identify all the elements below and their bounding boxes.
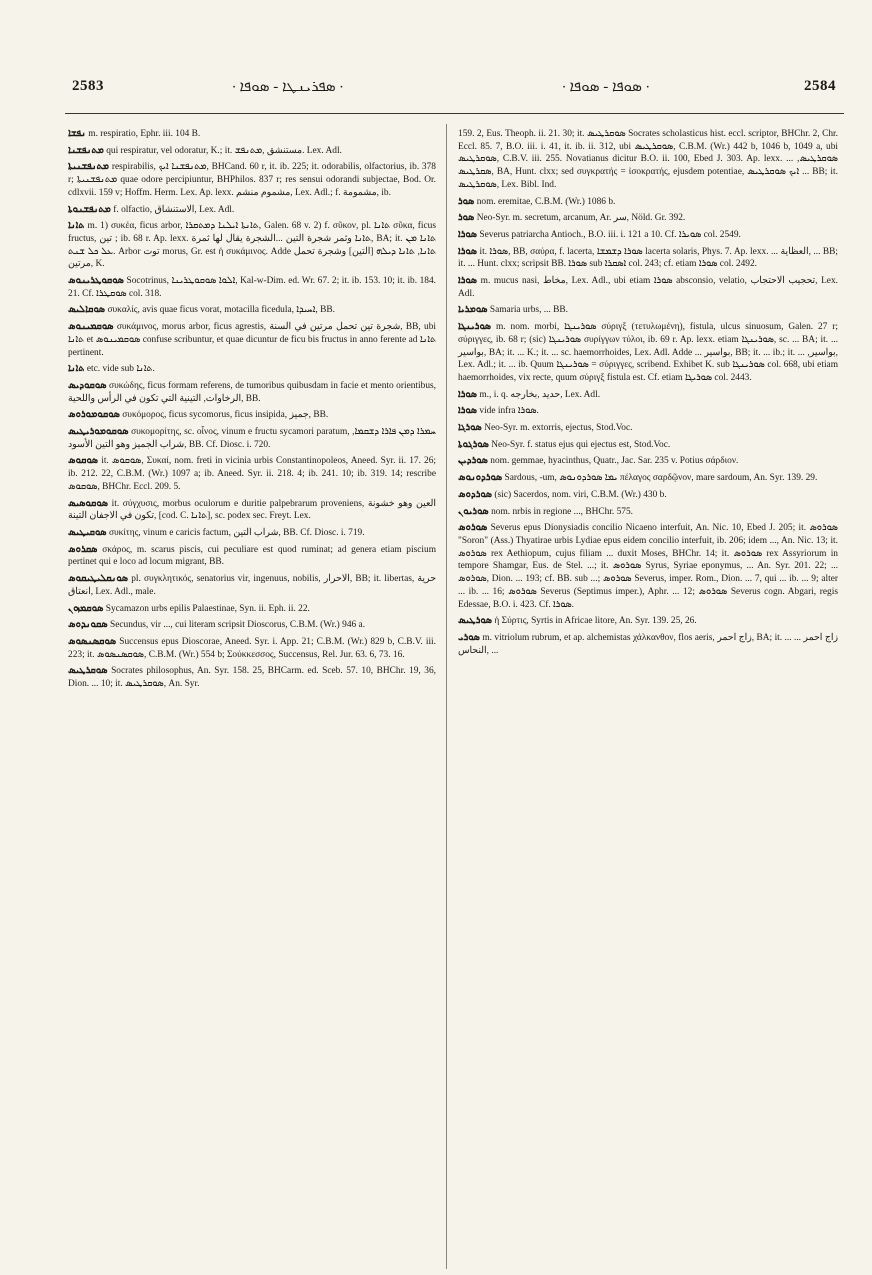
dictionary-entry (68, 498, 436, 523)
entry-definition: respirabilis, ܡܬܢܦܫܢܐ ܐܝܟ, BHCand. 60 r, it. ib. 225; it. odorabilis, olfactorius, ib. 378 r; ܡܬܢܦܫܢܝܬܐ quae odore percipiuntur, BHPhilos. 837 r; res sensui odorandi subjectae, Bod. Or. cdlxvii. 159 v; Hoffm. Herm. Lex. Ap. lexx. مشموم منشم, Lex. Adl.; f. مشمومة, ib. (68, 162, 436, 198)
entry-definition: ἡ Σύρτις, Syrtis in Africae litore, An. Syr. 139. 25, 26. (494, 616, 697, 627)
dictionary-entry (458, 439, 838, 452)
entry-definition: Neo-Syr. m. secretum, arcanum, Ar. سر, Nöld. Gr. 392. (476, 213, 686, 224)
dictionary-entry (458, 196, 838, 209)
entry-definition: Severus patriarcha Antioch., B.O. iii. i. 121 a 10. Cf. ܣܘܝܪܐ col. 2549. (479, 229, 741, 240)
entry-definition: Sycamazon urbs epilis Palaestinae, Syn. ii. Eph. ii. 22. (105, 603, 310, 614)
dictionary-entry (68, 380, 436, 405)
column-divider (446, 124, 447, 1269)
entry-definition: συκαλίς, avis quae ficus vorat, motacilla ficedula, ܐܚܝܕܐ, BB. (107, 305, 335, 316)
entry-definition: συκομορίτης, sc. οἶνος, vinum e fructu sycamori paratum, ܚܡܪܐ ܕܡܢ ܦܐܪܐ ܕܫܩܡܐ, شراب الجميز وهو التين الأسود, BB. Cf. Diosc. i. 720. (68, 427, 436, 450)
dictionary-entry (68, 544, 436, 569)
entry-headword: ܬܐܢܐ (68, 220, 85, 232)
dictionary-entry (68, 204, 436, 217)
entry-definition: nom. nrbis in regione ..., BHChr. 575. (491, 506, 634, 517)
dictionary-entry (68, 128, 436, 141)
entry-headword: ܣܘܪܐ (458, 228, 478, 240)
dictionary-entry (68, 665, 436, 690)
page-number-right: 2584 (804, 78, 836, 94)
entry-definition: συκίτης, vinum e caricis factum, شراب التين, BB. Cf. Diosc. i. 719. (108, 527, 365, 538)
page-number-left: 2583 (72, 78, 104, 94)
entry-definition: συκάμινος, morus arbor, ficus agrestis, شجرة تين تحمل مرتين في السنة, BB, ubi ܬܐܢܐ et ܣܘܩܡܝܢܘܣ confuse scribuntur, et quae dicuntur de ficu bis fructus in anno ferente ad ܬܐܢܐ pertinent. (68, 322, 436, 358)
dictionary-entry (68, 321, 436, 359)
dictionary-entry (458, 422, 838, 435)
dictionary-entry (68, 426, 436, 451)
dictionary-entry (68, 145, 436, 158)
left-column (68, 128, 436, 695)
entry-headword: ܣܘܩܪܛܝܣ (68, 665, 108, 677)
dictionary-entry (458, 389, 838, 402)
entry-definition: 159. 2, Eus. Theoph. ii. 21. 30; it. ܣܘܩܪܛܝܣ Socrates scholasticus hist. eccl. scriptor, BHChr. 2, Chr. Eccl. 85. 7, B.O. iii. i. 41, it. ib. ii. 312, ubi ܣܘܩܪܛܝܣ, C.B.M. (Wr.) 442 b, 1046 b, 1049 a, ubi ܣܘܩܪܛܝܣ, C.B.V. iii. 255. Novatianus dicitur B.O. ii. 100, Ebed J. 303. Ap. lexx. ܣܘܩܪܛܝܣ, ... ܣܩܪܛܝܣ, BA, Hunt. clxx; sed συγκρατής = ἰσοκρατής, ejusdem potentiae, ܐܝܟ ܣܘܩܪܛܝܣ ... BB; it. ܣܘܩܪܛܝܣ, Lex. Bibl. Ind. (458, 129, 838, 190)
entry-headword: ܣܘܩܘܣܝܣ (68, 497, 109, 509)
entry-headword: ܣܘܪܐ (458, 275, 478, 287)
entry-headword: ܣܘܪܝܢܓܐ (458, 321, 492, 333)
entry-headword: ܣܘܩܘܡܘܪܘܣ (68, 409, 120, 421)
entry-headword: ܣܘܪܝ (458, 631, 480, 643)
dictionary-entry (68, 363, 436, 376)
entry-headword: ܣܩܘܢܕܘܣ (68, 619, 108, 631)
dictionary-entry (68, 161, 436, 199)
entry-headword: ܡܬܢܦܫܢܘܬܐ (68, 203, 111, 215)
dictionary-entry (68, 619, 436, 632)
dictionary-entry (68, 220, 436, 271)
entry-headword: ܣܘܪܛܝܣ (458, 615, 493, 627)
dictionary-entry (68, 636, 436, 661)
entry-headword: ܣܘܪܐ (458, 245, 478, 257)
entry-definition: Samaria urbs, ... BB. (489, 305, 568, 316)
dictionary-entry (458, 275, 838, 300)
dictionary-entry (68, 603, 436, 616)
dictionary-entry (458, 304, 838, 317)
right-column (458, 128, 838, 661)
entry-headword: ܡܬܢܦܫܢܝܬܐ (68, 161, 110, 173)
page-header (32, 78, 840, 100)
entry-headword: ܣܘܩܘܣ (68, 455, 99, 467)
entry-definition: pl. συγκλητικός, senatorius vir, ingenuus, nobilis, الاحرار, BB; it. libertas, حرية انعتاق, Lex. Adl., male. (68, 574, 437, 597)
dictionary-entry (458, 615, 838, 628)
dictionary-entry (458, 405, 838, 418)
entry-definition: Secundus, vir ..., cui literam scripsit Dioscorus, C.B.M. (Wr.) 946 a. (110, 620, 366, 631)
entry-definition: vide infra ܣܘܪܐ. (479, 406, 539, 417)
entry-headword: ܣܘܪܘܣ (458, 522, 488, 534)
entry-definition: nom. eremitae, C.B.M. (Wr.) 1086 b. (476, 196, 616, 207)
header-rule (65, 113, 844, 114)
entry-headword: ܣܘܪܕܘܣ (458, 488, 493, 500)
entry-definition: m., i. q. حديد ,بخارجه, Lex. Adl. (479, 389, 601, 400)
entry-definition: Neo-Syr. f. status ejus qui ejectus est, Stod.Voc. (491, 439, 671, 450)
entry-definition: etc. vide sub ܬܐܢܐ. (86, 364, 155, 375)
entry-headword: ܣܘܡܪܝܐ (458, 304, 488, 316)
dictionary-entry (68, 304, 436, 317)
entry-headword: ܡܬܢܦܫܢܐ (68, 144, 104, 156)
dictionary-entry (458, 246, 838, 271)
entry-headword: ܣܘܪ (458, 195, 475, 207)
entry-headword: ܣܘܩܘܡܘܪܝܛܝܣ (68, 426, 129, 438)
entry-definition: Severus epus Dionysiadis concilio Nicaeno interfuit, An. Nic. 10, Ebed J. 205; it. ܣܘܪܘܣ "Soron" (Ass.) Thyatirae urbis Lydiae epus eidem concilio interfuit, ib. 206; idem ..., An. Nic. 13; it. ܣܘܪܘܣ rex Aethiopum, cujus filiam ... duxit Moses, BHChr. 14; it. ܣܘܪܘܣ rex Assyriorum in tempore Shamgar, Eus. de Stel. ...; it. ܣܘܪܘܣ Syrus, Syriae eponymus, ... An. Syr. 201. 22; ... ܣܘܪܘܣ, Dion. ... 193; cf. BB. sub ...; ܣܘܪܘܣ Severus, imper. Rom., Dion. ... 7, qui ... ib. ... 9; alter ... ib. ... 16; ܣܘܪܘܣ Severus (Septimus imper.), Aphr. ... 12; ܣܘܪܘܣ Severus cogn. Abgari, regis Edessae, B.O. i. 423. Cf. ܣܘܪܐ. (458, 523, 838, 610)
entry-definition: nom. gemmae, hyacinthus, Quatr., Jac. Sar. 235 v. Potius σάρδιον. (490, 456, 739, 467)
dictionary-entry (458, 489, 838, 502)
dictionary-entry (68, 275, 436, 300)
entry-headword: ܣܘܩܡܝܢܘܣ (68, 321, 114, 333)
dictionary-entry (68, 455, 436, 493)
entry-definition: m. 1) συκέα, ficus arbor, ܬܐܢܬܐ ܐܝܠܢܐ ܕܡܬܩܪܐ, Galen. 68 v. 2) f. σῦκον, pl. ܬܐܢܐ σῦκα, ficus fructus, تين ; ib. 68 r. Ap. lexx. ܬܐܢܐ وثمر شجرة التين ...الشجرة يقال لها ثمرة, BA; it. ܬܐܢܐ ܡܢ ܥܠ ܟܠ ܫܢܬ. Arbor توت morus, Gr. est ἡ συκάμινος. Adde ܬܐܢܐ, ܬܐܢܐ ܕܝܠܗ [التين] وشجرة تحمل مرتين, K. (68, 221, 437, 270)
entry-definition: Sardous, -um, ܝܡܐ ܣܘܪܕܘܢܘܣ πέλαγος σαρδῷνον, mare sardoum, An. Syr. 139. 29. (504, 473, 818, 484)
entry-headword: ܣܘܩܘܛܪܝܢܘܣ (68, 275, 124, 287)
entry-headword: ܣܘܪ (458, 212, 475, 224)
entry-headword: ܣܘܩܘܕܝܣ (68, 379, 107, 391)
dictionary-entry (458, 632, 838, 657)
entry-headword: ܢܦܫܐ (68, 128, 86, 139)
entry-headword: ܣܘܩܣܢܣܘܣ (68, 635, 117, 647)
entry-definition: (sic) Sacerdos, nom. viri, C.B.M. (Wr.) 430 b. (494, 489, 667, 500)
entry-headword: ܣܘܪܝܘܢ (458, 505, 489, 517)
entry-definition: it. ܣܘܩܘܣ, Συκαί, nom. freti in vicinia urbis Constantinopoleos, Aneed. Syr. ii. 17. 26; ib. 212. 22, C.B.M. (Wr.) 1097 a; ib. Aneed. Syr. ii. 218. 4; ib. 241. 10; ib. 319. 14; rescribe ܣܘܩܘܣ, BHChr. Eccl. 209. 5. (68, 456, 436, 492)
dictionary-entry (458, 455, 838, 468)
entry-headword: ܣܘܢܩܠܝܛܝܩܘܣ (68, 573, 129, 585)
entry-definition: f. olfactio, الاستنشاق, Lex. Adl. (113, 204, 235, 215)
entry-headword: ܣܩܪܘܣ (68, 543, 98, 555)
entry-headword: ܣܘܪܐ (458, 388, 478, 400)
dictionary-entry (458, 212, 838, 225)
entry-definition: συκώδης, ficus formam referens, de tumoribus quibusdam in facie et mento orientibus, الرخاوات, التينية التي تكون في الرأس واللحية, BB. (68, 380, 436, 404)
entry-headword: ܣܘܩܝܛܝܣ (68, 526, 107, 538)
entry-definition: m. mucus nasi, مخاط, Lex. Adl., ubi etiam ܣܘܪܐ absconsio, velatio, تحجيب الاحتجاب, Lex. Adl. (458, 276, 838, 299)
entry-definition: it. ܣܘܪܐ, BB, σαύρα, f. lacerta, ܣܘܪܐ ܕܫܡܫܐ lacerta solaris, Phys. 7. Ap. lexx. ... العظاية, ... BB; it. ... Hunt. clxx; scripsit BB. ܣܘܪܐ sub ܐܣܩܪܐ col. 243; cf. etiam ܣܘܪܐ col. 2492. (458, 246, 838, 270)
entry-definition: Socotrinus, ܐܠܘܐ ܣܘܩܘܛܪܝܢܐ, Kal-w-Dim. ed. Wr. 67. 2; it. ib. 153. 10; it. ib. 184. 21. Cf. ܣܘܩܛܪܐ col. 318. (68, 276, 437, 299)
entry-definition: σκάρος, m. scarus piscis, cui peculiare est quod ruminat; ad genera etiam piscium pertinet qui e loco ad locum migrant, BB. (68, 544, 436, 568)
entry-headword: ܣܘܪܓܐ (458, 422, 482, 434)
entry-definition: m. respiratio, Ephr. iii. 104 B. (88, 129, 201, 139)
running-head-right: ⸱ ܣܘܦܐ - ܣܘܦܐ ⸱ (562, 79, 650, 95)
entry-headword: ܣܘܪܐ (458, 405, 478, 417)
dictionary-entry (458, 522, 838, 611)
entry-definition: m. vitriolum rubrum, et ap. alchemistas χάλκανθον, flos aeris, زاج احمر, BA; it. ... زاج احمر ... النحاس, ... (458, 632, 839, 656)
dictionary-entry (68, 573, 436, 598)
entry-headword: ܣܘܪܕܝܢ (458, 455, 488, 467)
entry-definition: Socrates philosophus, An. Syr. 158. 25, BHCarm. ed. Sceb. 57. 10, BHChr. 19, 36, Dion. ... 10; it. ܣܘܩܪܛܝܣ, An. Syr. (68, 666, 436, 690)
entry-definition: qui respiratur, vel odoratur, K.; it. مستنشق ,ܡܬܢܦܫ. Lex. Adl. (106, 145, 342, 156)
entry-headword: ܣܘܩܐܠܝܣ (68, 304, 106, 316)
entry-definition: Succensus epus Dioscorae, Aneed. Syr. i. App. 21; C.B.M. (Wr.) 829 b, C.B.V. iii. 223; it. ܣܘܩܣܢܣܘܣ, C.B.M. (Wr.) 554 b; Σούκκεσσος, Succensus, Rel. Jur. 63. 6, 73. 16. (68, 636, 436, 660)
running-head-left: ⸱ ܣܦܪܝܢܛܐ - ܣܘܦܐ ⸱ (232, 79, 344, 95)
entry-headword: ܣܘܪܓܘܬܐ (458, 438, 489, 450)
dictionary-entry (458, 472, 838, 485)
dictionary-entry (458, 321, 838, 385)
entry-headword: ܬܐܢܐ (68, 363, 85, 375)
dictionary-entry (68, 527, 436, 540)
dictionary-entry (458, 128, 838, 192)
entry-headword: ܣܘܪܕܘܢܘܣ (458, 472, 503, 484)
entry-definition: it. σύγχυσις, morbus oculorum e duritie palpebrarum proveniens, العين وهو خشونة تكون في الاجفان التينة, [cod. C. ܬܐܢܐ], sc. podex sec. Freyt. Lex. (68, 498, 436, 522)
entry-definition: Neo-Syr. m. extorris, ejectus, Stod.Voc. (484, 423, 633, 434)
dictionary-entry (68, 409, 436, 422)
dictionary-entry (458, 506, 838, 519)
entry-definition: m. nom. morbi, ܣܘܪܝܢܓܐ σύριγξ (τετυλωμένη), fistula, ulcus sinuosum, Galen. 27 r; σύριγγες, ib. 68 r; (sic) ܣܘܪܝܢܓܐ συρίγγων τύλοι, ib. 69 r. Ap. lexx. etiam ܣܘܪܝܢܓܐ, sc. ... BA; it. ... بواسير, BA; it. ... K.; it. ... sc. haemorrhoides, Lex. Adl. Adde ... بواسير, BB; it. ... ib.; it. ... ,بواسير, Lex. Adl.; it. ... ib. Quum ܣܘܪܝܢܓܐ = σύριγγες, scribend. Exhibet K. sub ܣܘܪܝܢܓܐ col. 668, ubi etiam haemorrhoides, vix recte, quum σύριγξ fistula est. Cf. etiam ܣܘܪܝܓܐ col. 2443. (458, 322, 838, 383)
entry-definition: συκόμορος, ficus sycomorus, ficus insipida, جميز, BB. (122, 410, 329, 421)
dictionary-entry (458, 229, 838, 242)
entry-headword: ܣܘܩܡܙܘܢ (68, 602, 104, 614)
